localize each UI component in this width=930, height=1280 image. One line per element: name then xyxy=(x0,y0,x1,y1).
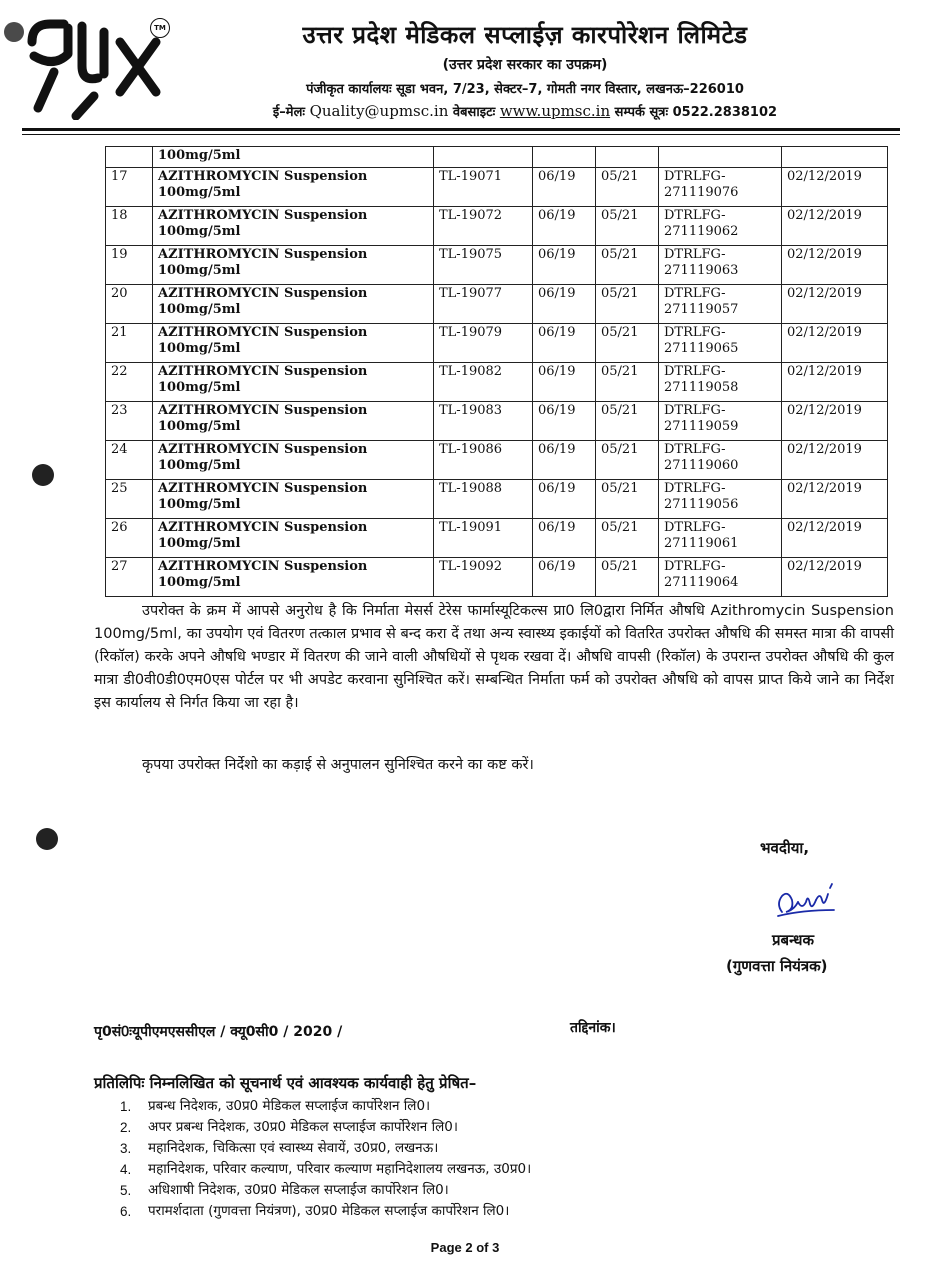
report-date-line: 02/12/2019 xyxy=(787,286,862,301)
report-date-line: 02/12/2019 xyxy=(787,364,862,379)
table-row xyxy=(106,402,888,441)
test-report-number-line: 271119058 xyxy=(664,380,739,395)
serial-number xyxy=(106,558,153,597)
mfg-date xyxy=(533,207,596,246)
test-report-number-line: 271119057 xyxy=(664,302,739,317)
drug-name-line: AZITHROMYCIN Suspension xyxy=(158,325,368,340)
table-row xyxy=(106,246,888,285)
mfg-date-line: 06/19 xyxy=(538,559,576,574)
batch-number-line: TL-19075 xyxy=(439,247,503,262)
table-row xyxy=(106,207,888,246)
test-report-number-line: DTRLFG- xyxy=(664,403,726,418)
report-date xyxy=(782,363,888,402)
report-date-line: 02/12/2019 xyxy=(787,481,862,496)
table-row xyxy=(106,519,888,558)
expiry-date xyxy=(596,168,659,207)
expiry-date xyxy=(596,324,659,363)
expiry-date xyxy=(596,402,659,441)
recall-instruction-paragraph: उपरोक्त के क्रम में आपसे अनुरोध है कि निर्माता मेसर्स टेरेस फार्मास्यूटिकल्स प्रा0 लि0द्वारा निर्मित औषधि Azithromycin Suspension 100mg/5ml, का उपयोग एवं वितरण तत्काल प्रभाव से बन्द करा दें तथा अन्य स्वास्थ्य इकाईयों को वितरित उपरोक्त औषधि की समस्त मात्रा की वापसी (रिकॉल) करके अपने औषधि भण्डार में वितरण की जाने वाली औषधियों से पृथक रखवा दें। औषधि वापसी (रिकॉल) के उपरान्त उपरोक्त औषधि की कुल मात्रा डी0वी0डी0एम0एस पोर्टल पर भी अपडेट करवाना सुनिश्चित करें। सम्बन्धित निर्माता फर्म को उपरोक्त औषधि को वापस प्राप्त किये जाने का निर्देश इस कार्यालय से निर्गत किया जा रहा है। xyxy=(94,603,894,711)
test-report-number-line: DTRLFG- xyxy=(664,247,726,262)
expiry-date-line: 05/21 xyxy=(601,247,639,262)
copy-to-item-text: अधिशाषी निदेशक, उ0प्र0 मेडिकल सप्लाईज कार्पोरेशन लि0। xyxy=(148,1182,449,1198)
test-report-number-line: 271119076 xyxy=(664,185,739,200)
test-report-number xyxy=(659,324,782,363)
batch-number xyxy=(434,558,533,597)
compliance-request-paragraph: कृपया उपरोक्त निर्देशो का कड़ाई से अनुपालन सुनिश्चित करने का कष्ट करें। xyxy=(142,757,534,773)
copy-to-item xyxy=(96,1096,531,1117)
expiry-date xyxy=(596,246,659,285)
batch-number xyxy=(434,168,533,207)
drug-name-line: 100mg/5ml xyxy=(158,575,241,590)
trademark-mark: TM xyxy=(150,18,170,38)
copy-to-item xyxy=(96,1117,531,1138)
report-date xyxy=(782,285,888,324)
drug-name-line: AZITHROMYCIN Suspension xyxy=(158,481,368,496)
batch-number-line: TL-19091 xyxy=(439,520,503,535)
report-date xyxy=(782,324,888,363)
website-label: वेबसाइटः xyxy=(452,105,496,120)
phone-label: सम्पर्क सूत्रः xyxy=(614,105,669,120)
batch-number-line: TL-19092 xyxy=(439,559,503,574)
expiry-date xyxy=(596,441,659,480)
expiry-date-line: 05/21 xyxy=(601,208,639,223)
test-report-number-line: 271119061 xyxy=(664,536,739,551)
expiry-date xyxy=(596,363,659,402)
reference-date: तद्दिनांक। xyxy=(570,1020,616,1036)
serial-number-line: 17 xyxy=(111,169,128,184)
test-report-number-line: DTRLFG- xyxy=(664,481,726,496)
report-date xyxy=(782,168,888,207)
test-report-number-line: 271119063 xyxy=(664,263,739,278)
organization-address: पंजीकृत कार्यालयः सूडा भवन, 7/23, सेक्टर–7, गोमती नगर विस्तार, लखनऊ–226010 xyxy=(306,82,744,97)
copy-to-item-number: 4. xyxy=(120,1162,132,1177)
serial-number xyxy=(106,246,153,285)
drug-name-line: AZITHROMYCIN Suspension xyxy=(158,169,368,184)
test-report-number xyxy=(659,519,782,558)
mfg-date-line: 06/19 xyxy=(538,169,576,184)
mfg-date-line: 06/19 xyxy=(538,520,576,535)
table-row-continued xyxy=(106,147,888,168)
test-report-number-line: DTRLFG- xyxy=(664,169,726,184)
expiry-date xyxy=(596,207,659,246)
email-label: ई–मेलः xyxy=(272,105,306,120)
table-row xyxy=(106,363,888,402)
expiry-date xyxy=(596,480,659,519)
batch-number xyxy=(434,402,533,441)
drug-name xyxy=(153,324,434,363)
website-link[interactable]: www.upmsc.in xyxy=(499,102,611,120)
report-date xyxy=(782,246,888,285)
drug-name xyxy=(153,246,434,285)
drug-name xyxy=(153,480,434,519)
report-date xyxy=(782,519,888,558)
serial-number xyxy=(106,363,153,402)
test-report-number-line: DTRLFG- xyxy=(664,286,726,301)
copy-to-item-text: महानिदेशक, चिकित्सा एवं स्वास्थ्य सेवायें, उ0प्र0, लखनऊ। xyxy=(148,1140,439,1156)
expiry-date-line: 05/21 xyxy=(601,325,639,340)
test-report-number-line: 271119059 xyxy=(664,419,739,434)
header-rule-thin xyxy=(22,134,900,135)
report-date-line: 02/12/2019 xyxy=(787,169,862,184)
expiry-date-line: 05/21 xyxy=(601,364,639,379)
batch-number-line: TL-19079 xyxy=(439,325,503,340)
expiry-date-line: 05/21 xyxy=(601,442,639,457)
serial-number xyxy=(106,519,153,558)
mfg-date xyxy=(533,480,596,519)
drug-name-line: 100mg/5ml xyxy=(158,185,241,200)
batch-number xyxy=(434,207,533,246)
serial-number-line: 27 xyxy=(111,559,128,574)
batch-number xyxy=(434,441,533,480)
mfg-date xyxy=(533,324,596,363)
drug-name xyxy=(153,558,434,597)
mfg-date-line: 06/19 xyxy=(538,481,576,496)
test-report-number xyxy=(659,441,782,480)
organization-subtitle: (उत्तर प्रदेश सरकार का उपक्रम) xyxy=(442,57,608,73)
serial-number xyxy=(106,168,153,207)
test-report-number xyxy=(659,363,782,402)
test-report-number xyxy=(659,168,782,207)
drug-name-line: AZITHROMYCIN Suspension xyxy=(158,559,368,574)
drug-name-line: AZITHROMYCIN Suspension xyxy=(158,403,368,418)
drug-name-line: 100mg/5ml xyxy=(158,419,241,434)
batch-number-line: TL-19086 xyxy=(439,442,503,457)
batch-number-line: TL-19071 xyxy=(439,169,503,184)
serial-number-line: 22 xyxy=(111,364,128,379)
punch-hole-middle xyxy=(32,464,54,486)
test-report-number-line: DTRLFG- xyxy=(664,520,726,535)
mfg-date-line: 06/19 xyxy=(538,325,576,340)
copy-to-item xyxy=(96,1159,531,1180)
test-report-number-line: 271119065 xyxy=(664,341,739,356)
organization-contact xyxy=(180,102,870,120)
batch-number xyxy=(434,519,533,558)
organization-name: उत्तर प्रदेश मेडिकल सप्लाईज़ कारपोरेशन लिमिटेड xyxy=(302,21,748,49)
report-date xyxy=(782,402,888,441)
serial-number xyxy=(106,441,153,480)
drug-name-line: 100mg/5ml xyxy=(158,302,241,317)
expiry-date-line: 05/21 xyxy=(601,520,639,535)
test-report-number xyxy=(659,207,782,246)
serial-number-line: 23 xyxy=(111,403,128,418)
report-date-line: 02/12/2019 xyxy=(787,559,862,574)
drug-name-line: 100mg/5ml xyxy=(158,380,241,395)
mfg-date xyxy=(533,519,596,558)
test-report-number xyxy=(659,558,782,597)
test-report-number-line: DTRLFG- xyxy=(664,364,726,379)
report-date-line: 02/12/2019 xyxy=(787,247,862,262)
copy-to-item xyxy=(96,1138,531,1159)
phone-number: 0522.2838102 xyxy=(672,105,778,120)
test-report-number-line: 271119056 xyxy=(664,497,739,512)
drug-name-line: 100mg/5ml xyxy=(158,263,241,278)
serial-number-line: 18 xyxy=(111,208,128,223)
serial-number-line: 26 xyxy=(111,520,128,535)
mfg-date-line: 06/19 xyxy=(538,442,576,457)
drug-name-line: 100mg/5ml xyxy=(158,224,241,239)
table-row xyxy=(106,480,888,519)
report-date xyxy=(782,480,888,519)
report-date-line: 02/12/2019 xyxy=(787,325,862,340)
serial-number xyxy=(106,402,153,441)
batch-number-line: TL-19088 xyxy=(439,481,503,496)
test-report-number-line: 271119060 xyxy=(664,458,739,473)
mfg-date xyxy=(533,246,596,285)
drug-strength: 100mg/5ml xyxy=(153,147,434,168)
report-date-line: 02/12/2019 xyxy=(787,520,862,535)
serial-number-line: 20 xyxy=(111,286,128,301)
copy-to-heading: प्रतिलिपिः निम्नलिखित को सूचनार्थ एवं आवश्यक कार्यवाही हेतु प्रेषित– xyxy=(94,1074,477,1092)
batch-number xyxy=(434,324,533,363)
drug-name-line: AZITHROMYCIN Suspension xyxy=(158,442,368,457)
batch-number-line: TL-19082 xyxy=(439,364,503,379)
signatory-designation: प्रबन्धक xyxy=(772,931,815,949)
test-report-number-line: DTRLFG- xyxy=(664,208,726,223)
test-report-number xyxy=(659,285,782,324)
mfg-date xyxy=(533,441,596,480)
table-row xyxy=(106,285,888,324)
serial-number-line: 21 xyxy=(111,325,128,340)
drug-name-line: 100mg/5ml xyxy=(158,536,241,551)
table-row xyxy=(106,558,888,597)
reference-number: पृ0सं0ःयूपीएमएससीएल / क्यू0सी0 / 2020 / xyxy=(94,1024,343,1040)
mfg-date-line: 06/19 xyxy=(538,403,576,418)
drug-name xyxy=(153,285,434,324)
test-report-number-line: 271119064 xyxy=(664,575,739,590)
table-row xyxy=(106,441,888,480)
batch-number xyxy=(434,246,533,285)
test-report-number xyxy=(659,402,782,441)
drug-name-line: 100mg/5ml xyxy=(158,497,241,512)
report-date-line: 02/12/2019 xyxy=(787,442,862,457)
signatory-department: (गुणवत्ता नियंत्रक) xyxy=(726,957,828,975)
serial-number xyxy=(106,207,153,246)
test-report-number-line: DTRLFG- xyxy=(664,442,726,457)
expiry-date-line: 05/21 xyxy=(601,286,639,301)
drug-name-line: AZITHROMYCIN Suspension xyxy=(158,520,368,535)
serial-number xyxy=(106,324,153,363)
expiry-date-line: 05/21 xyxy=(601,559,639,574)
batch-number-line: TL-19083 xyxy=(439,403,503,418)
drug-name-line: 100mg/5ml xyxy=(158,458,241,473)
copy-to-item xyxy=(96,1180,531,1201)
table-row xyxy=(106,168,888,207)
drug-name xyxy=(153,207,434,246)
drug-name xyxy=(153,168,434,207)
copy-to-item-number: 5. xyxy=(120,1183,132,1198)
closing-salutation: भवदीया, xyxy=(760,839,810,857)
mfg-date xyxy=(533,363,596,402)
copy-to-item-number: 3. xyxy=(120,1141,132,1156)
batch-number-line: TL-19077 xyxy=(439,286,503,301)
report-date-line: 02/12/2019 xyxy=(787,403,862,418)
expiry-date xyxy=(596,285,659,324)
letterhead xyxy=(180,18,870,120)
batch-number xyxy=(434,285,533,324)
drug-name xyxy=(153,363,434,402)
drug-name-line: AZITHROMYCIN Suspension xyxy=(158,286,368,301)
batch-number-line: TL-19072 xyxy=(439,208,503,223)
expiry-date-line: 05/21 xyxy=(601,169,639,184)
test-report-number xyxy=(659,246,782,285)
drug-name-line: AZITHROMYCIN Suspension xyxy=(158,247,368,262)
test-report-number-line: 271119062 xyxy=(664,224,739,239)
mfg-date-line: 06/19 xyxy=(538,286,576,301)
punch-hole-top xyxy=(4,22,24,42)
batch-number xyxy=(434,480,533,519)
page-number: Page 2 of 3 xyxy=(430,1240,500,1255)
test-report-number xyxy=(659,480,782,519)
expiry-date-line: 05/21 xyxy=(601,403,639,418)
copy-to-item-text: परामर्शदाता (गुणवत्ता नियंत्रण), उ0प्र0 मेडिकल सप्लाईज कार्पोरेशन लि0। xyxy=(148,1203,510,1219)
copy-to-item-text: प्रबन्ध निदेशक, उ0प्र0 मेडिकल सप्लाईज कार्पोरेशन लि0। xyxy=(148,1098,431,1114)
copy-to-item-number: 2. xyxy=(120,1120,132,1135)
test-report-number-line: DTRLFG- xyxy=(664,559,726,574)
header-rule-thick xyxy=(22,128,900,131)
copy-to-list xyxy=(96,1096,531,1222)
batch-number xyxy=(434,363,533,402)
drug-name xyxy=(153,441,434,480)
mfg-date xyxy=(533,402,596,441)
punch-hole-lower xyxy=(36,828,58,850)
mfg-date xyxy=(533,285,596,324)
serial-number-line: 19 xyxy=(111,247,128,262)
serial-number xyxy=(106,285,153,324)
report-date xyxy=(782,441,888,480)
mfg-date-line: 06/19 xyxy=(538,247,576,262)
recall-batch-table xyxy=(105,146,888,597)
copy-to-item-text: अपर प्रबन्ध निदेशक, उ0प्र0 मेडिकल सप्लाईज कार्पोरेशन लि0। xyxy=(148,1119,458,1135)
drug-name-line: AZITHROMYCIN Suspension xyxy=(158,208,368,223)
email-link[interactable]: Quality@upmsc.in xyxy=(309,102,449,120)
drug-name-line: 100mg/5ml xyxy=(158,341,241,356)
serial-number-line: 25 xyxy=(111,481,128,496)
copy-to-item xyxy=(96,1201,531,1222)
mfg-date-line: 06/19 xyxy=(538,364,576,379)
report-date xyxy=(782,207,888,246)
test-report-number-line: DTRLFG- xyxy=(664,325,726,340)
expiry-date xyxy=(596,519,659,558)
copy-to-item-number: 6. xyxy=(120,1204,132,1219)
mfg-date-line: 06/19 xyxy=(538,208,576,223)
serial-number-line: 24 xyxy=(111,442,128,457)
drug-name-line: AZITHROMYCIN Suspension xyxy=(158,364,368,379)
expiry-date-line: 05/21 xyxy=(601,481,639,496)
report-date-line: 02/12/2019 xyxy=(787,208,862,223)
serial-number xyxy=(106,480,153,519)
copy-to-item-number: 1. xyxy=(120,1099,132,1114)
drug-name xyxy=(153,519,434,558)
drug-name xyxy=(153,402,434,441)
mfg-date xyxy=(533,168,596,207)
report-date xyxy=(782,558,888,597)
table-row xyxy=(106,324,888,363)
mfg-date xyxy=(533,558,596,597)
handwritten-signature xyxy=(772,880,842,924)
copy-to-item-text: महानिदेशक, परिवार कल्याण, परिवार कल्याण महानिदेशालय लखनऊ, उ0प्र0। xyxy=(148,1161,532,1177)
expiry-date xyxy=(596,558,659,597)
